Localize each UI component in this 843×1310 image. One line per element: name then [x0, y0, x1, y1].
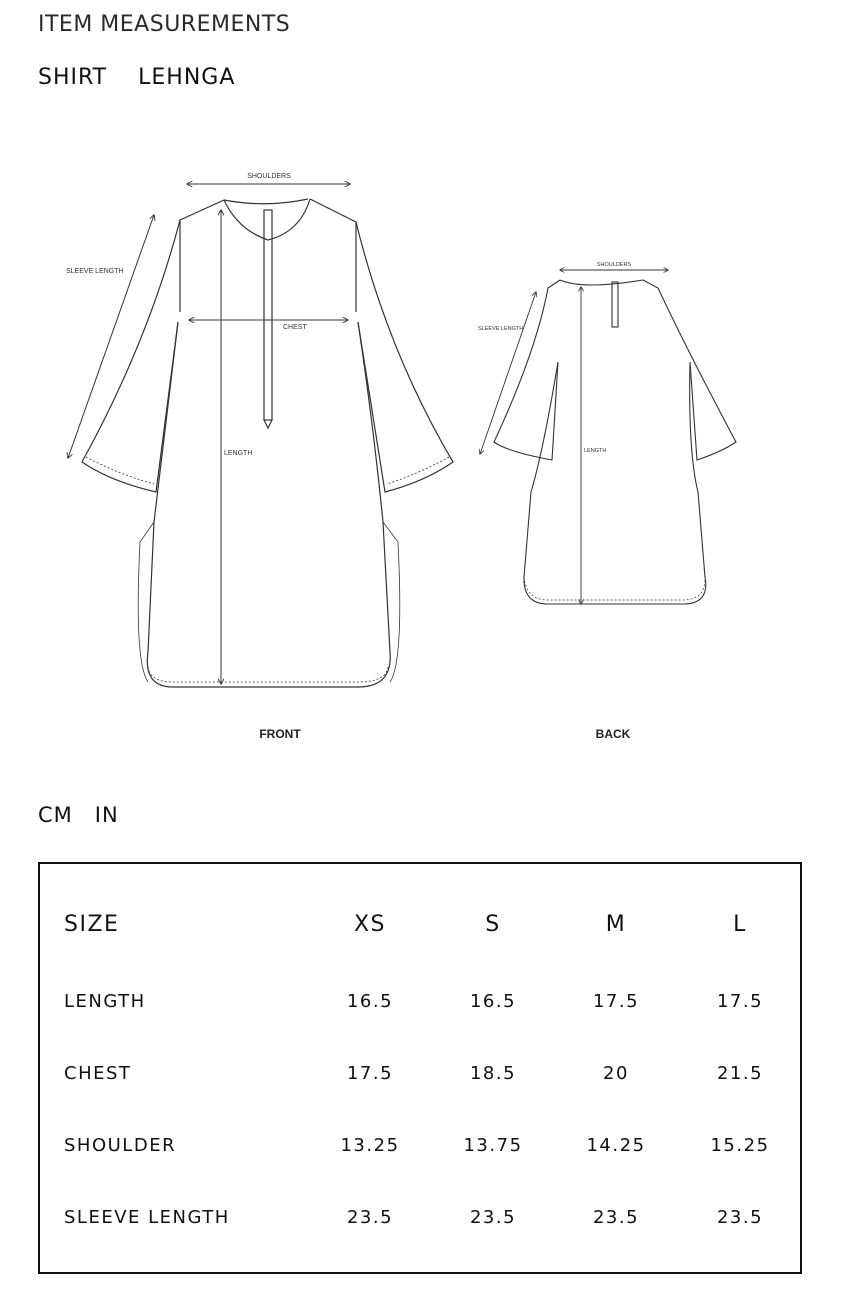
row-value: 18.5	[469, 1062, 517, 1084]
row-label: SLEEVE LENGTH	[64, 1206, 230, 1228]
row-value: 17.5	[346, 1062, 394, 1084]
back-shoulders-label: SHOULDERS	[596, 262, 632, 268]
back-caption: BACK	[595, 727, 631, 741]
header-m: M	[605, 911, 627, 937]
unit-toggle	[38, 803, 119, 827]
row-value: 20	[603, 1062, 629, 1084]
row-value: 23.5	[469, 1206, 517, 1228]
size-table	[38, 862, 802, 1274]
product-tabs	[38, 65, 235, 90]
row-value: 23.5	[592, 1206, 640, 1228]
row-value: 23.5	[716, 1206, 764, 1228]
row-value: 21.5	[716, 1062, 764, 1084]
row-value: 16.5	[346, 990, 394, 1012]
row-value: 14.25	[586, 1134, 646, 1156]
tab-shirt[interactable]: SHIRT	[38, 65, 108, 90]
unit-in-button[interactable]: IN	[94, 803, 119, 827]
row-value: 17.5	[592, 990, 640, 1012]
back-sleeve-length-label: SLEEVE LENGTH	[478, 326, 524, 332]
page-title: ITEM MEASUREMENTS	[38, 12, 291, 37]
back-length-label: LENGTH	[584, 448, 607, 454]
table-row	[40, 1197, 800, 1237]
unit-cm-button[interactable]: CM	[38, 803, 73, 827]
table-row	[40, 981, 800, 1021]
row-label: SHOULDER	[64, 1134, 177, 1156]
row-value: 17.5	[716, 990, 764, 1012]
front-chest-label: CHEST	[283, 324, 307, 331]
header-l: L	[733, 911, 747, 937]
row-label: CHEST	[64, 1062, 132, 1084]
table-row	[40, 1053, 800, 1093]
table-row	[40, 1125, 800, 1165]
row-value: 15.25	[710, 1134, 770, 1156]
row-value: 13.75	[463, 1134, 523, 1156]
tab-lehnga[interactable]: LEHNGA	[138, 65, 236, 90]
row-label: LENGTH	[64, 990, 146, 1012]
front-shoulders-label: SHOULDERS	[247, 173, 291, 180]
row-value: 13.25	[340, 1134, 400, 1156]
header-size: SIZE	[64, 911, 120, 937]
front-length-label: LENGTH	[224, 450, 253, 457]
measurement-diagram	[38, 122, 778, 777]
table-header-row	[40, 904, 800, 944]
back-shirt-drawing	[480, 270, 736, 604]
front-caption: FRONT	[259, 727, 301, 741]
header-s: S	[485, 911, 501, 937]
front-sleeve-length-label: SLEEVE LENGTH	[66, 268, 124, 275]
row-value: 23.5	[346, 1206, 394, 1228]
row-value: 16.5	[469, 990, 517, 1012]
header-xs: XS	[353, 911, 387, 937]
front-shirt-drawing	[68, 184, 453, 690]
